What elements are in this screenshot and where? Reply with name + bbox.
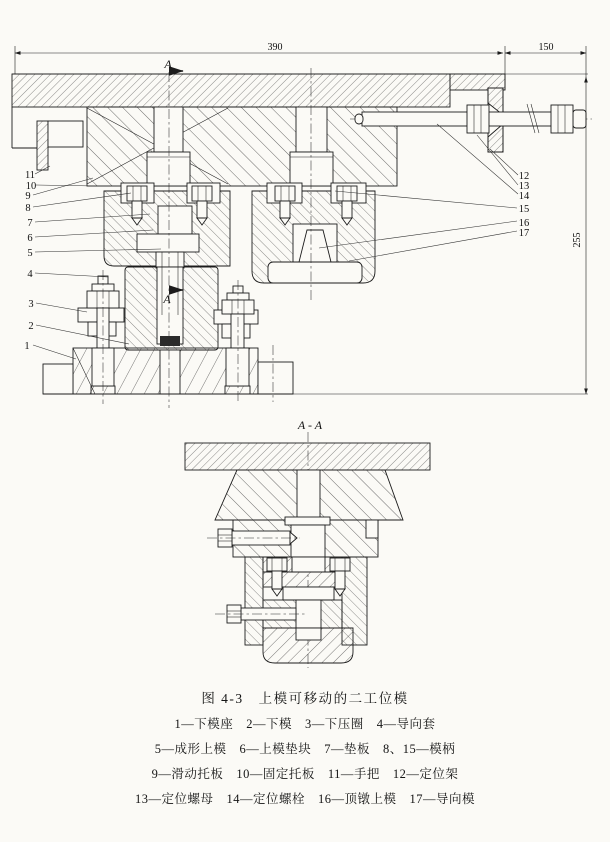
legend-line-3: 9—滑动托板 10—固定托板 11—手把 12—定位架: [151, 767, 459, 781]
main-section-view: [12, 42, 592, 408]
part-label-13: 13: [518, 181, 530, 192]
legend-line-1: 1—下模座 2—下模 3—下压圈 4—导向套: [174, 717, 436, 731]
part-label-9: 9: [25, 191, 31, 202]
part-label-15: 15: [518, 204, 530, 215]
part-label-3: 3: [28, 299, 34, 310]
part-label-4: 4: [27, 269, 33, 280]
part-label-8: 8: [25, 203, 31, 214]
part-label-1: 1: [24, 341, 30, 352]
figure-caption-title: 图 4-3 上模可移动的二工位模: [201, 691, 409, 706]
aa-horizontal-bolt-lower: [215, 605, 305, 623]
part-label-2: 2: [28, 321, 34, 332]
legend-line-4: 13—定位螺母 14—定位螺栓 16—顶镦上模 17—导向模: [134, 792, 475, 806]
section-label-a-top: A: [164, 57, 172, 71]
dimension-150: [505, 42, 586, 77]
part-label-7: 7: [27, 218, 33, 229]
part-label-14: 14: [518, 191, 530, 202]
section-aa-view: [185, 418, 430, 668]
aa-horizontal-bolt-upper: [207, 529, 300, 547]
aa-die-shank: [297, 470, 320, 520]
part-9-sliding-plate: [12, 74, 505, 107]
part-2-lower-die: [125, 267, 218, 350]
dim-255-value: 255: [572, 232, 583, 248]
part-label-10: 10: [25, 181, 37, 192]
part-11-handle: [12, 107, 83, 170]
section-label-a-bottom: A: [163, 292, 171, 306]
part-label-6: 6: [27, 233, 33, 244]
dim-150-value: 150: [538, 42, 554, 53]
section-aa-title: A - A: [297, 418, 323, 432]
aa-sliding-plate: [185, 443, 430, 470]
dim-390-value: 390: [267, 42, 283, 53]
part-15-die-shank-right: [290, 107, 333, 186]
section-marker-top: [163, 57, 183, 71]
aa-guide-wall-left: [245, 557, 263, 645]
part-label-5: 5: [27, 248, 33, 259]
part-label-12: 12: [518, 171, 530, 182]
legend-line-2: 5—成形上模 6—上模垫块 7—垫板 8、15—模柄: [154, 742, 456, 756]
part-1-lower-die-seat: [43, 348, 588, 394]
part-label-17: 17: [518, 228, 530, 239]
part-label-11: 11: [24, 170, 36, 181]
part-label-16: 16: [518, 218, 530, 229]
workpiece: [160, 336, 180, 346]
